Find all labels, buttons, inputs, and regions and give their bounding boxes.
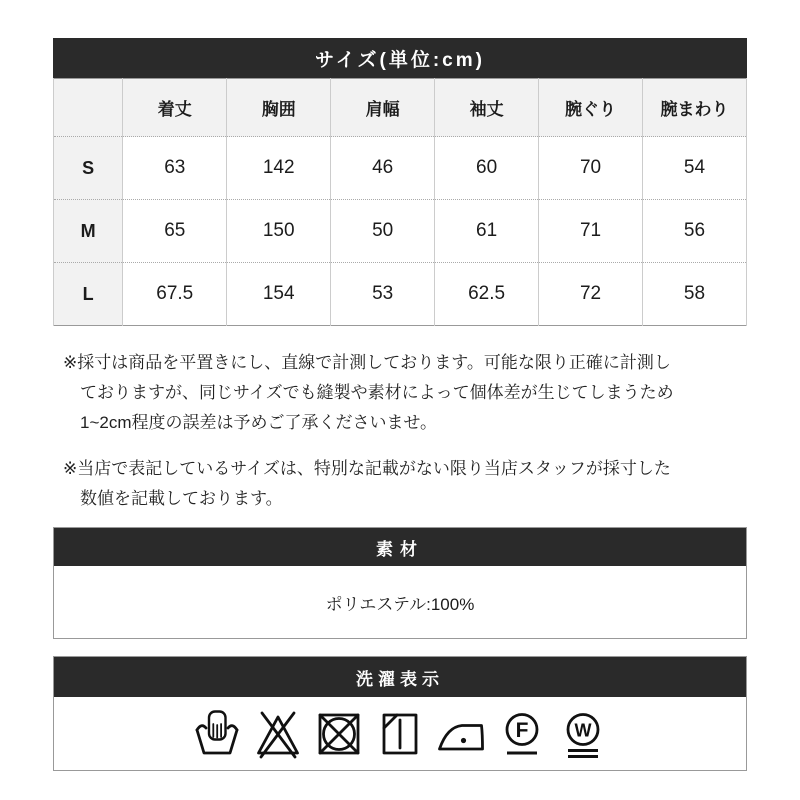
value-cell: 54 bbox=[642, 137, 746, 200]
size-label-cell: L bbox=[54, 263, 123, 326]
wet-clean-very-gentle-icon bbox=[559, 708, 607, 760]
value-cell: 71 bbox=[539, 200, 643, 263]
value-cell: 154 bbox=[227, 263, 331, 326]
care-symbols-row bbox=[54, 697, 746, 770]
note-line: ※当店で表記しているサイズは、特別な記載がない限り当店スタッフが採寸した bbox=[63, 459, 671, 478]
material-section bbox=[53, 527, 747, 639]
wet-clean-letter: W bbox=[574, 720, 592, 740]
size-label-cell: S bbox=[54, 137, 123, 200]
value-cell: 67.5 bbox=[123, 263, 227, 326]
value-cell: 150 bbox=[227, 200, 331, 263]
value-cell: 60 bbox=[435, 137, 539, 200]
material-section-title: 素材 bbox=[54, 528, 746, 566]
laundry-section bbox=[53, 656, 747, 771]
value-cell: 72 bbox=[539, 263, 643, 326]
value-cell: 62.5 bbox=[435, 263, 539, 326]
note-line: 1~2cm程度の誤差は予めご了承くださいませ。 bbox=[80, 413, 437, 432]
note-staff-measured bbox=[63, 454, 747, 514]
column-header: 袖丈 bbox=[435, 79, 539, 137]
hand-wash-icon bbox=[193, 708, 241, 760]
note-line: ておりますが、同じサイズでも縫製や素材によって個体差が生じてしまうため bbox=[80, 383, 674, 402]
value-cell: 142 bbox=[227, 137, 331, 200]
size-label-cell: M bbox=[54, 200, 123, 263]
value-cell: 63 bbox=[123, 137, 227, 200]
size-table-header-row bbox=[54, 79, 747, 137]
corner-cell bbox=[54, 79, 123, 137]
material-value: ポリエステル:100% bbox=[325, 594, 475, 614]
note-line: 数値を記載しております。 bbox=[80, 489, 283, 508]
column-header: 腕ぐり bbox=[539, 79, 643, 137]
value-cell: 61 bbox=[435, 200, 539, 263]
do-not-tumble-dry-icon bbox=[315, 708, 363, 760]
dry-clean-petroleum-gentle-icon bbox=[498, 708, 546, 760]
table-row-m bbox=[54, 200, 747, 263]
value-cell: 65 bbox=[123, 200, 227, 263]
size-table bbox=[53, 78, 747, 326]
column-header: 胸囲 bbox=[227, 79, 331, 137]
value-cell: 50 bbox=[331, 200, 435, 263]
laundry-section-title: 洗濯表示 bbox=[54, 657, 746, 697]
value-cell: 56 bbox=[642, 200, 746, 263]
measurement-notes bbox=[53, 348, 747, 514]
column-header: 腕まわり bbox=[642, 79, 746, 137]
value-cell: 46 bbox=[331, 137, 435, 200]
dry-clean-letter: F bbox=[515, 718, 529, 742]
column-header: 肩幅 bbox=[331, 79, 435, 137]
column-header: 着丈 bbox=[123, 79, 227, 137]
table-row-l bbox=[54, 263, 747, 326]
note-line: ※採寸は商品を平置きにし、直線で計測しております。可能な限り正確に計測し bbox=[63, 353, 671, 372]
note-measuring-method bbox=[63, 348, 747, 438]
table-row-s bbox=[54, 137, 747, 200]
value-cell: 70 bbox=[539, 137, 643, 200]
do-not-bleach-icon bbox=[254, 708, 302, 760]
line-dry-in-shade-icon bbox=[376, 708, 424, 760]
value-cell: 53 bbox=[331, 263, 435, 326]
iron-low-heat-icon bbox=[437, 708, 485, 760]
size-section-title: サイズ(単位:cm) bbox=[53, 38, 747, 78]
value-cell: 58 bbox=[642, 263, 746, 326]
